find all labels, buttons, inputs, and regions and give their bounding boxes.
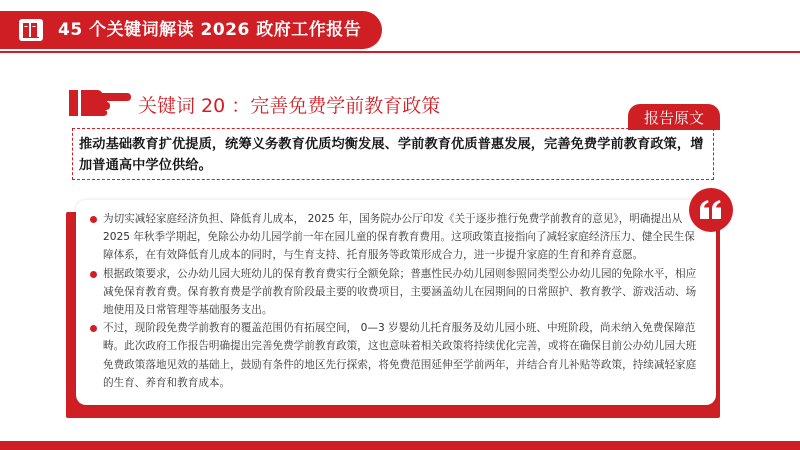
list-item	[89, 319, 701, 392]
report-original-tag: 报告原文	[628, 104, 720, 130]
page-title: 45 个关键词解读 2026 政府工作报告	[58, 20, 362, 40]
pointing-hand-icon	[69, 87, 131, 123]
list-item-text: 不过，现阶段免费学前教育的覆盖范围仍有拓展空间， 0—3 岁婴幼儿托育服务及幼儿园小班、中班阶段，尚未纳入免费保障范畴。此次政府工作报告明确提出完善免费学前教育政策，这也意味着相关政策将持续优化完善，或将在确保目前公办幼儿园大班免费政策落地见效的基础上，鼓励有条件的地区先行探索，将免费范围延伸至学前两年，并结合育儿补贴等政策，持续减轻家庭的生育、养育和教育成本。	[103, 322, 697, 389]
content-list	[89, 210, 701, 392]
header-divider	[0, 51, 800, 53]
list-item	[89, 210, 701, 265]
list-item-text: 为切实减轻家庭经济负担、降低育儿成本， 2025 年，国务院办公厅印发《关于逐步推行免费学前教育的意见》，明确提出从 2025 年秋季学期起，免除公办幼儿园学前一年在园儿童的保育教育费用。这项政策直接指向了减轻家庭经济压力、健全民生保障体系，在有效降低育儿成本的同时，与生育支持、托育服务等政策形成合力，进一步提升家庭的生育和养育意愿。	[103, 213, 695, 262]
list-item-text: 根据政策要求，公办幼儿园大班幼儿的保育教育费实行全额免除；普惠性民办幼儿园则参照同类型公办幼儿园的免除水平，相应减免保育教育费。保育教育费是学前教育阶段最主要的收费项目，主要涵盖幼儿在园期间的日常照护、教育教学、游戏活动、场地使用及日常管理等基础服务支出。	[103, 267, 697, 317]
list-item	[89, 265, 701, 320]
bullet-dot-icon	[90, 216, 97, 223]
bullet-dot-icon	[90, 271, 97, 278]
bullet-dot-icon	[90, 325, 97, 332]
keyword-title: 关键词 20 ：完善免费学前教育政策	[138, 95, 441, 117]
report-original-box	[72, 128, 714, 180]
report-original-text: 推动基础教育扩优提质，统筹义务教育优质均衡发展、学前教育优质普惠发展，完善免费学前教育政策，增加普通高中学位供给。	[79, 137, 704, 173]
book-icon	[19, 19, 43, 41]
footer-bar	[0, 441, 800, 450]
